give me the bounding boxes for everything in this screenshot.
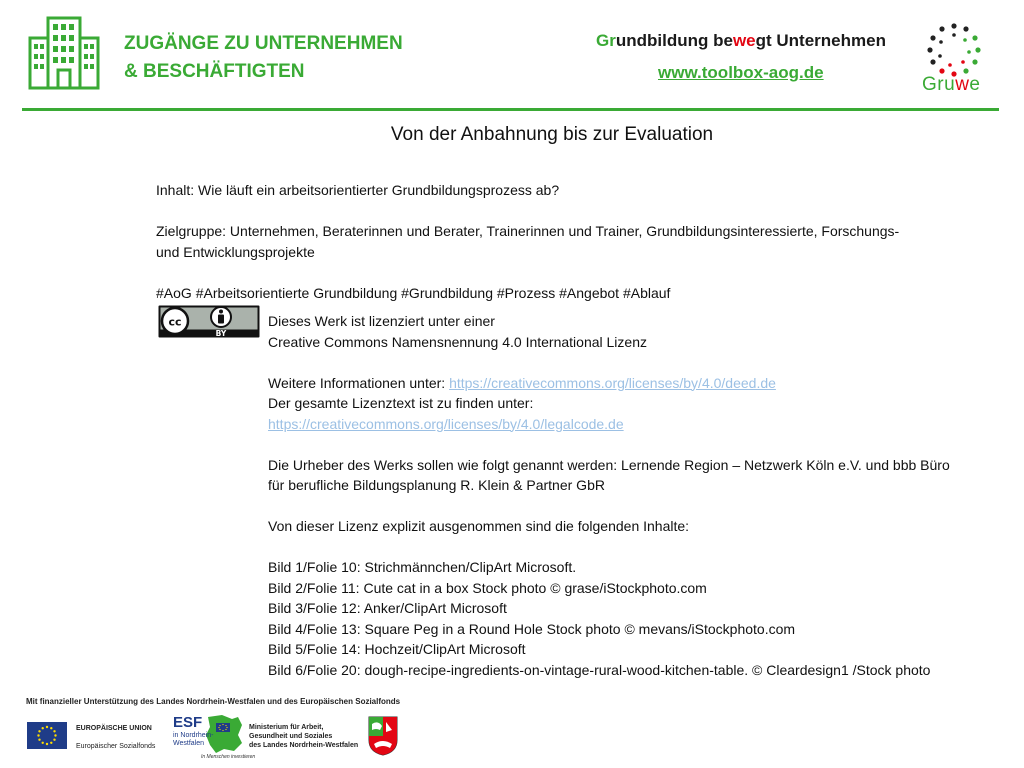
footer-caption: Mit finanzieller Unterstützung des Landes Nordrhein-Westfalen und des Europäischen Sozialfonds <box>26 697 401 706</box>
description-block <box>156 180 916 324</box>
ministry-line1: Ministerium für Arbeit, <box>249 724 324 731</box>
cc-badge-label: BY <box>215 329 227 338</box>
tagline-part4: we <box>732 31 756 50</box>
esf-slogan: In Menschen investieren <box>201 754 256 760</box>
tagline-part1: Gr <box>596 31 616 50</box>
gruwe-logo-text <box>922 74 981 96</box>
ministry-line2: Gesundheit und Soziales <box>249 733 333 740</box>
esf-line1: in Nordrhein- <box>173 732 214 739</box>
cc-by-badge-icon <box>158 305 260 338</box>
license-legalcode-link[interactable]: https://creativecommons.org/licenses/by/4.0/legalcode.de <box>268 415 624 432</box>
gruwe-text-part3: e <box>969 74 981 95</box>
attribution-text: Die Urheber des Werks sollen wie folgt genannt werden: Lernende Region – Netzwerk Köln e.V. und bbb Büro für berufliche Bildungsplanung R. Klein & Partner GbR <box>268 456 950 493</box>
website-link[interactable]: www.toolbox-aog.de <box>658 63 824 82</box>
exclusion-list <box>268 557 968 680</box>
tagline <box>596 31 886 51</box>
esf-line2: Westfalen <box>173 740 204 747</box>
license-line1: Dieses Werk ist lizenziert unter einer <box>268 313 495 329</box>
list-item: Bild 2/Folie 11: Cute cat in a box Stock photo © grase/iStockphoto.com <box>268 579 707 596</box>
eu-flag-icon <box>27 722 67 749</box>
license-line2: Creative Commons Namensnennung 4.0 International Lizenz <box>268 333 647 350</box>
gruwe-text-part1: Gru <box>922 74 956 95</box>
header-title-line2: & BESCHÄFTIGTEN <box>124 61 305 82</box>
more-info-label: Weitere Informationen unter: <box>268 374 450 391</box>
header-divider <box>22 108 999 111</box>
full-text-label: Der gesamte Lizenztext ist zu finden unter: <box>268 395 534 411</box>
eu-line1: EUROPÄISCHE UNION <box>76 725 152 732</box>
esf-subtext <box>173 732 213 748</box>
header <box>0 0 1024 112</box>
svg-text:cc: cc <box>168 315 182 329</box>
exclusion-intro: Von dieser Lizenz explizit ausgenommen sind die folgenden Inhalte: <box>268 518 690 534</box>
inhalt-text: Inhalt: Wie läuft ein arbeitsorientierter Grundbildungsprozess ab? <box>156 182 560 198</box>
eu-text <box>76 724 155 752</box>
page-title: Von der Anbahnung bis zur Evaluation <box>390 124 714 145</box>
list-item: Bild 6/Folie 20: dough-recipe-ingredients-on-vintage-rural-wood-kitchen-table. © Cleardesign1 /Stock photo <box>268 661 931 678</box>
license-deed-link[interactable]: https://creativecommons.org/licenses/by/4.0/deed.de <box>449 374 776 391</box>
header-title-line1: ZUGÄNGE ZU UNTERNEHMEN <box>124 33 403 54</box>
ministry-text <box>249 723 358 750</box>
esf-label: ESF <box>173 714 203 731</box>
license-block <box>268 311 968 680</box>
list-item: Bild 1/Folie 10: Strichmännchen/ClipArt Microsoft. <box>268 559 577 575</box>
zielgruppe-text: Zielgruppe: Unternehmen, Beraterinnen und Berater, Trainerinnen und Trainer, Grundbildungsinteressierte, Forschungs- und Entwicklungsprojekte <box>156 223 900 260</box>
building-icon <box>26 16 102 90</box>
eu-line2: Europäischer Sozialfonds <box>76 743 156 750</box>
hashtags-text: #AoG #Arbeitsorientierte Grundbildung #Grundbildung #Prozess #Angebot #Ablauf <box>156 284 671 301</box>
list-item: Bild 3/Folie 12: Anker/ClipArt Microsoft <box>268 600 507 616</box>
ministry-line3: des Landes Nordrhein-Westfalen <box>249 742 359 749</box>
tagline-part5: gt Unternehmen <box>755 31 886 50</box>
gruwe-text-part2: w <box>955 74 970 95</box>
list-item: Bild 4/Folie 13: Square Peg in a Round Hole Stock photo © mevans/iStockphoto.com <box>268 620 796 637</box>
list-item: Bild 5/Folie 14: Hochzeit/ClipArt Microsoft <box>268 641 526 657</box>
tagline-part3: bildung be <box>647 31 733 50</box>
header-title <box>124 30 403 86</box>
tagline-part2: und <box>615 31 647 50</box>
nrw-crest-icon <box>368 716 398 756</box>
